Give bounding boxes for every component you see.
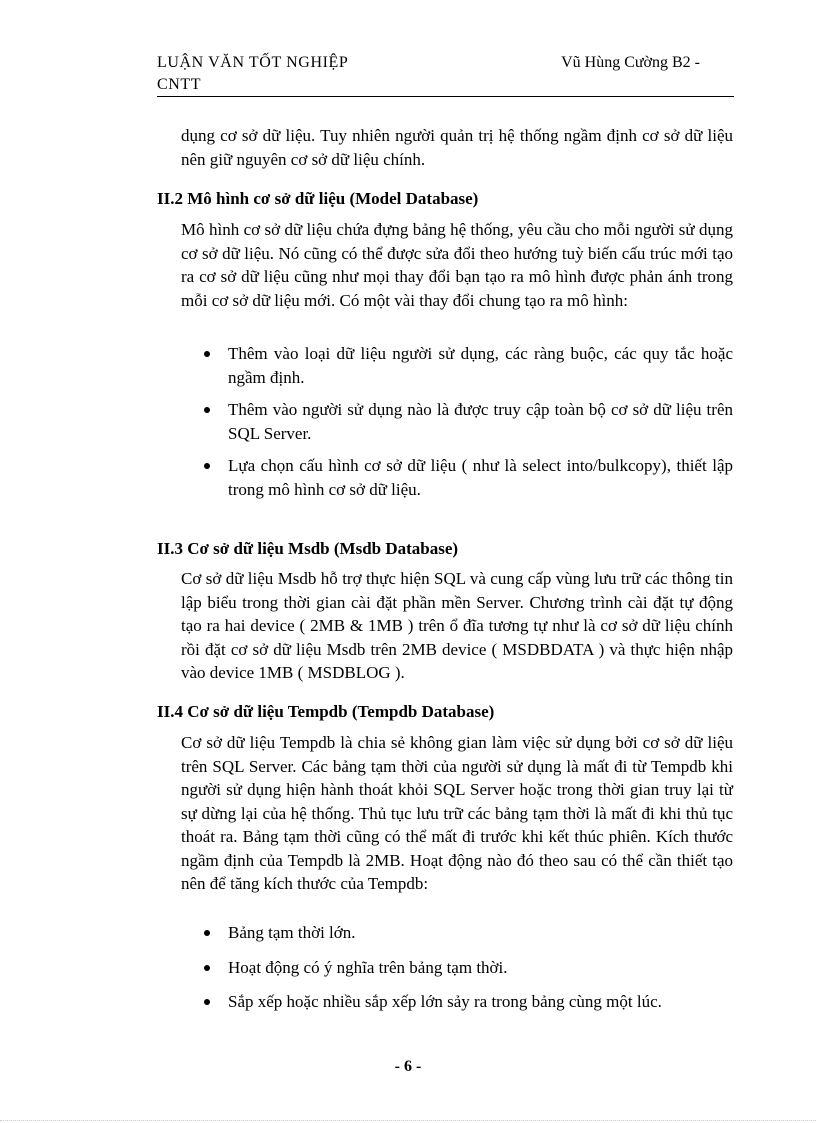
bullet-icon	[204, 999, 210, 1005]
bullet-icon	[204, 463, 210, 469]
intro-paragraph: dụng cơ sở dữ liệu. Tuy nhiên người quản trị hệ thống ngầm định cơ sở dữ liệu nên giữ nguyên cơ sở dữ liệu chính.	[181, 126, 733, 169]
heading-msdb-database: II.3 Cơ sở dữ liệu Msdb (Msdb Database)	[157, 539, 459, 558]
header-author: Vũ Hùng Cường B2 -	[561, 54, 700, 71]
heading-tempdb-database: II.4 Cơ sở dữ liệu Tempdb (Tempdb Database)	[157, 702, 495, 721]
list-item: Thêm vào người sử dụng nào là được truy cập toàn bộ cơ sở dữ liệu trên SQL Server.	[200, 398, 733, 445]
msdb-paragraph: Cơ sở dữ liệu Msdb hỗ trợ thực hiện SQL và cung cấp vùng lưu trữ các thông tin lập biểu trong thời gian cài đặt phần mền Server. Chương trình cài đặt tự động tạo ra hai device ( 2MB & 1MB ) trên ổ đĩa tương tự như là cơ sở dữ liệu chính rồi đặt cơ sở dữ liệu Msdb trên 2MB device ( MSDBDATA ) và thực hiện nhập vào device 1MB ( MSDBLOG ).	[181, 569, 733, 682]
list-item: Thêm vào loại dữ liệu người sử dụng, các ràng buộc, các quy tắc hoặc ngầm định.	[200, 342, 733, 389]
bullet-icon	[204, 930, 210, 936]
header-left	[157, 52, 348, 96]
heading-model-database: II.2 Mô hình cơ sở dữ liệu (Model Database)	[157, 189, 479, 208]
model-bullet-list	[200, 342, 733, 501]
header-department: CNTT	[157, 76, 202, 93]
page-number: - 6 -	[394, 1058, 422, 1075]
list-item: Sắp xếp hoặc nhiều sắp xếp lớn sảy ra trong bảng cùng một lúc.	[200, 990, 733, 1014]
tempdb-paragraph: Cơ sở dữ liệu Tempdb là chia sẻ không gian làm việc sử dụng bởi cơ sở dữ liệu trên SQL Server. Các bảng tạm thời của người sử dụng là mất đi từ Tempdb khi người sử dụng hiện hành thoát khỏi SQL Server hoặc trong thời gian truy lại từ sự dừng lại của hệ thống. Thủ tục lưu trữ các bảng tạm thời là mất đi khi thủ tục thoát ra. Bảng tạm thời cũng có thể mất đi trước khi kết thúc phiên. Kích thước ngầm định của Tempdb là 2MB. Hoạt động nào đó theo sau có thể cần thiết tạo nên để tăng kích thước của Tempdb:	[181, 733, 733, 893]
list-item: Hoạt động có ý nghĩa trên bảng tạm thời.	[200, 956, 733, 980]
bullet-icon	[204, 965, 210, 971]
bullet-icon	[204, 407, 210, 413]
list-item: Lựa chọn cấu hình cơ sở dữ liệu ( như là select into/bulkcopy), thiết lập trong mô hình cơ sở dữ liệu.	[200, 454, 733, 501]
bullet-icon	[204, 351, 210, 357]
list-item: Bảng tạm thời lớn.	[200, 921, 733, 945]
tempdb-bullet-list	[200, 921, 733, 1014]
header-thesis-title: LUẬN VĂN TỐT NGHIỆP	[157, 54, 349, 71]
page-header	[157, 52, 734, 97]
model-paragraph: Mô hình cơ sở dữ liệu chứa đựng bảng hệ thống, yêu cầu cho mỗi người sử dụng cơ sở dữ liệu. Nó cũng có thể được sửa đổi theo hướng tuỳ biến cấu trúc mới tạo ra cơ sở dữ liệu cũng như mọi thay đổi bạn tạo ra mô hình được phản ánh trong mỗi cơ sở dữ liệu mới. Có một vài thay đổi chung tạo ra mô hình:	[181, 220, 733, 310]
page-bottom-divider	[0, 1120, 816, 1121]
